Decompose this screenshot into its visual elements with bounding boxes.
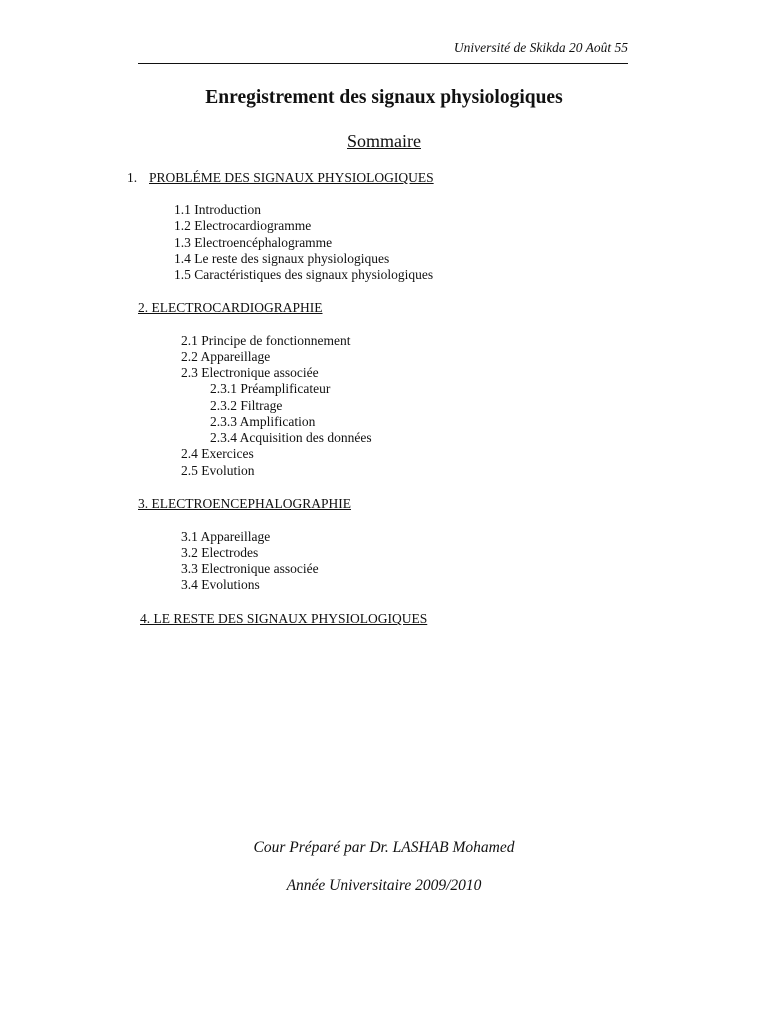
toc-item-2-5: 2.5 Evolution bbox=[181, 463, 255, 478]
toc-item-3-2: 3.2 Electrodes bbox=[181, 545, 259, 560]
toc-item-1-5: 1.5 Caractéristiques des signaux physiologiques bbox=[174, 267, 434, 282]
toc-item-2-3-2: 2.3.2 Filtrage bbox=[210, 398, 283, 413]
toc-item-2-1: 2.1 Principe de fonctionnement bbox=[181, 333, 351, 348]
section-2-title: 2. ELECTROCARDIOGRAPHIE bbox=[138, 300, 323, 315]
academic-year: Année Universitaire 2009/2010 bbox=[286, 877, 482, 894]
toc-item-3-3: 3.3 Electronique associée bbox=[181, 561, 319, 576]
header-divider bbox=[138, 63, 628, 64]
section-1-title: PROBLÉME DES SIGNAUX PHYSIOLOGIQUES bbox=[149, 170, 434, 185]
toc-item-2-3-3: 2.3.3 Amplification bbox=[210, 414, 316, 429]
page-header: Université de Skikda 20 Août 55 bbox=[453, 40, 628, 55]
toc-item-1-4: 1.4 Le reste des signaux physiologiques bbox=[174, 251, 390, 266]
toc-item-2-3: 2.3 Electronique associée bbox=[181, 365, 319, 380]
section-3-title: 3. ELECTROENCEPHALOGRAPHIE bbox=[138, 496, 351, 511]
toc-item-1-3: 1.3 Electroencéphalogramme bbox=[174, 235, 333, 250]
toc-item-3-1: 3.1 Appareillage bbox=[181, 529, 271, 544]
toc-item-3-4: 3.4 Evolutions bbox=[181, 577, 260, 592]
section-4-title: 4. LE RESTE DES SIGNAUX PHYSIOLOGIQUES bbox=[140, 611, 428, 626]
toc-item-2-3-1: 2.3.1 Préamplificateur bbox=[210, 381, 331, 396]
document-title: Enregistrement des signaux physiologiques bbox=[205, 87, 563, 108]
toc-item-2-4: 2.4 Exercices bbox=[181, 446, 254, 461]
author-credit: Cour Préparé par Dr. LASHAB Mohamed bbox=[253, 839, 515, 856]
section-1-number: 1. bbox=[127, 170, 138, 185]
toc-item-2-3-4: 2.3.4 Acquisition des données bbox=[210, 430, 372, 445]
toc-item-1-2: 1.2 Electrocardiogramme bbox=[174, 218, 312, 233]
toc-item-2-2: 2.2 Appareillage bbox=[181, 349, 271, 364]
toc-item-1-1: 1.1 Introduction bbox=[174, 202, 261, 217]
summary-heading: Sommaire bbox=[347, 131, 421, 151]
